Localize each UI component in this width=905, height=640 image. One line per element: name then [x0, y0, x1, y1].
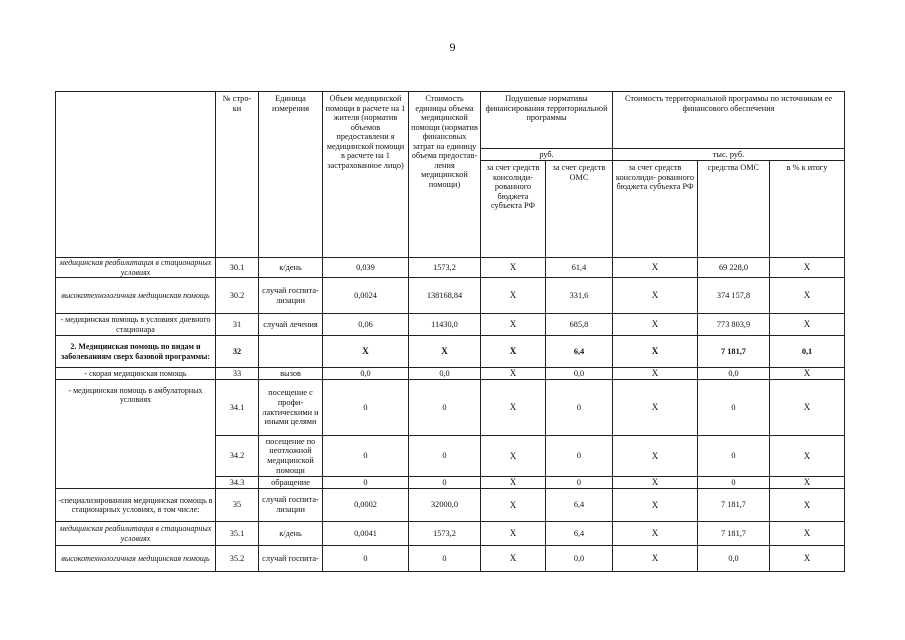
table-row	[56, 368, 845, 380]
row-name: медицинская реабилитация в стационарных условиях	[56, 258, 216, 278]
row-volume: 0,039	[323, 258, 409, 278]
row-code: 30.1	[216, 258, 259, 278]
table-row	[56, 522, 845, 546]
row-pct: X	[770, 314, 845, 336]
header-oms-thous: средства ОМС	[698, 161, 770, 258]
row-code: 35	[216, 489, 259, 522]
row-budget-thous: X	[613, 336, 698, 368]
row-code: 32	[216, 336, 259, 368]
row-unit: случай госпита- лизации	[259, 489, 323, 522]
header-num: № стро- ки	[216, 92, 259, 258]
row-name: -специализированная медицинская помощь в стационарных условиях, в том числе:	[56, 489, 216, 522]
row-cost: 1573,2	[409, 258, 481, 278]
row-budget-thous: X	[613, 278, 698, 314]
row-oms-thous: 7 181,7	[698, 522, 770, 546]
row-oms-thous: 0	[698, 380, 770, 436]
row-pct: X	[770, 522, 845, 546]
row-volume: 0	[323, 436, 409, 477]
row-oms-thous: 374 157,8	[698, 278, 770, 314]
row-volume: 0	[323, 380, 409, 436]
header-cost: Стоимость единицы объема медицинской помощи (норматив финансовых затрат на единицу объема предостав- ления медицинской помощи)	[409, 92, 481, 258]
row-oms-rub: 0	[546, 436, 613, 477]
row-budget-thous: X	[613, 546, 698, 572]
table-row	[56, 546, 845, 572]
row-volume: 0,0024	[323, 278, 409, 314]
row-name: - скорая медицинская помощь	[56, 368, 216, 380]
row-pct: X	[770, 278, 845, 314]
row-oms-rub: 0	[546, 380, 613, 436]
header-pct: в % к итогу	[770, 161, 845, 258]
row-oms-thous: 7 181,7	[698, 489, 770, 522]
row-budget-rub: X	[481, 278, 546, 314]
row-volume: 0	[323, 477, 409, 489]
row-budget-thous: X	[613, 489, 698, 522]
row-oms-thous: 69 228,0	[698, 258, 770, 278]
header-thous-rub: тыс. руб.	[613, 149, 845, 161]
row-name: 2. Медицинская помощь по видам и заболеваниям сверх базовой программы:	[56, 336, 216, 368]
row-unit: вызов	[259, 368, 323, 380]
row-oms-thous: 773 803,9	[698, 314, 770, 336]
header-oms-rub: за счет средств ОМС	[546, 161, 613, 258]
row-pct: X	[770, 477, 845, 489]
header-name-cell	[56, 92, 216, 258]
page-number: 9	[449, 40, 456, 54]
row-name: высокотехнологичная медицинская помощь	[56, 546, 216, 572]
row-budget-rub: X	[481, 522, 546, 546]
row-budget-rub: X	[481, 258, 546, 278]
row-budget-thous: X	[613, 436, 698, 477]
row-code: 31	[216, 314, 259, 336]
row-oms-rub: 6,4	[546, 336, 613, 368]
row-cost: 138168,84	[409, 278, 481, 314]
table-row	[56, 314, 845, 336]
header-rub: руб.	[481, 149, 613, 161]
row-unit: случай госпита-	[259, 546, 323, 572]
header-budget-thous: за счет средств консолиди- рованного бюджета субъекта РФ	[613, 161, 698, 258]
row-cost: 0	[409, 380, 481, 436]
row-budget-thous: X	[613, 522, 698, 546]
row-cost: X	[409, 336, 481, 368]
row-budget-rub: X	[481, 489, 546, 522]
table-row	[56, 258, 845, 278]
row-oms-rub: 0,0	[546, 546, 613, 572]
row-oms-rub: 61,4	[546, 258, 613, 278]
row-unit	[259, 336, 323, 368]
row-oms-thous: 0,0	[698, 546, 770, 572]
row-unit: случай госпита- лизации	[259, 278, 323, 314]
row-budget-rub: X	[481, 336, 546, 368]
row-budget-thous: X	[613, 477, 698, 489]
row-oms-rub: 6,4	[546, 489, 613, 522]
row-cost: 0	[409, 546, 481, 572]
row-pct: 0,1	[770, 336, 845, 368]
row-oms-rub: 0,0	[546, 368, 613, 380]
header-row-1	[56, 92, 845, 149]
row-unit: посещение по неотложной медицинской помощи	[259, 436, 323, 477]
row-oms-rub: 685,8	[546, 314, 613, 336]
row-name: высокотехнологичная медицинская помощь	[56, 278, 216, 314]
row-pct: X	[770, 546, 845, 572]
table-row	[56, 278, 845, 314]
row-oms-rub: 331,6	[546, 278, 613, 314]
row-budget-rub: X	[481, 436, 546, 477]
row-pct: X	[770, 436, 845, 477]
row-code: 34.3	[216, 477, 259, 489]
financing-table	[55, 91, 845, 572]
row-code: 33	[216, 368, 259, 380]
row-pct: X	[770, 489, 845, 522]
row-volume: 0,0002	[323, 489, 409, 522]
table-row	[56, 489, 845, 522]
row-unit: случай лечения	[259, 314, 323, 336]
row-name: медицинская реабилитация в стационарных условиях	[56, 522, 216, 546]
row-volume: 0	[323, 546, 409, 572]
row-budget-thous: X	[613, 314, 698, 336]
header-volume: Объем медицинской помощи в расчете на 1 жителя (норматив объемов предоставлени я медицинской помощи в расчете на 1 застрахованное лицо)	[323, 92, 409, 258]
row-oms-thous: 0,0	[698, 368, 770, 380]
row-pct: X	[770, 380, 845, 436]
row-oms-rub: 0	[546, 477, 613, 489]
row-cost: 32000,0	[409, 489, 481, 522]
row-unit: к/день	[259, 522, 323, 546]
row-volume: 0,0	[323, 368, 409, 380]
row-code: 35.2	[216, 546, 259, 572]
row-budget-rub: X	[481, 546, 546, 572]
row-budget-thous: X	[613, 368, 698, 380]
row-unit: посещение с профи- лактическими и иными целями	[259, 380, 323, 436]
row-pct: X	[770, 258, 845, 278]
row-budget-rub: X	[481, 380, 546, 436]
row-oms-thous: 0	[698, 477, 770, 489]
row-oms-rub: 6,4	[546, 522, 613, 546]
row-cost: 0	[409, 436, 481, 477]
row-volume: 0,06	[323, 314, 409, 336]
table-row	[56, 336, 845, 368]
row-cost: 0,0	[409, 368, 481, 380]
header-percap: Подушевые нормативы финансирования территориальной программы	[481, 92, 613, 149]
row-budget-rub: X	[481, 477, 546, 489]
row-code: 35.1	[216, 522, 259, 546]
row-oms-thous: 7 181,7	[698, 336, 770, 368]
header-unit: Единица измерения	[259, 92, 323, 258]
row-unit: к/день	[259, 258, 323, 278]
row-code: 34.1	[216, 380, 259, 436]
table-row	[56, 380, 845, 436]
row-cost: 1573,2	[409, 522, 481, 546]
row-unit: обращение	[259, 477, 323, 489]
header-total: Стоимость территориальной программы по источникам ее финансового обеспечения	[613, 92, 845, 149]
row-budget-rub: X	[481, 368, 546, 380]
row-budget-thous: X	[613, 258, 698, 278]
row-cost: 11430,0	[409, 314, 481, 336]
row-code: 34.2	[216, 436, 259, 477]
row-budget-rub: X	[481, 314, 546, 336]
row-cost: 0	[409, 477, 481, 489]
row-volume: X	[323, 336, 409, 368]
header-budget-rub: за счет средств консолиди- рованного бюджета субъекта РФ	[481, 161, 546, 258]
row-name: - медицинская помощь в амбулаторных условиях	[56, 380, 216, 489]
row-oms-thous: 0	[698, 436, 770, 477]
row-code: 30.2	[216, 278, 259, 314]
row-volume: 0,0041	[323, 522, 409, 546]
row-budget-thous: X	[613, 380, 698, 436]
row-pct: X	[770, 368, 845, 380]
row-name: - медицинская помощь в условиях дневного стационара	[56, 314, 216, 336]
